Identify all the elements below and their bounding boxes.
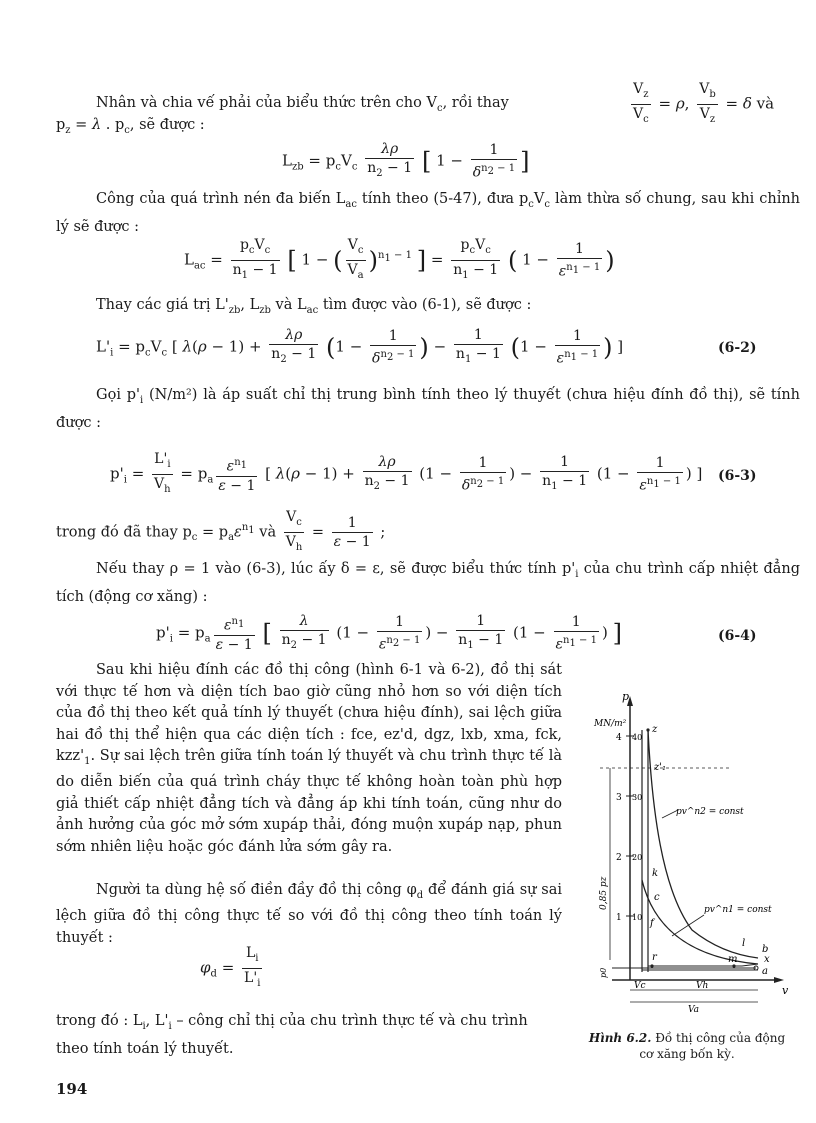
label-z1: z'₁ bbox=[654, 762, 667, 773]
label-m: m bbox=[728, 954, 738, 965]
para-5: trong đó đã thay $p_c = p_a\varepsilon^{n_1}$ và $\frac{V_c}{V_h}$ = $\frac{1}{\varepsilon - 1}$ ; bbox=[56, 509, 386, 553]
label-p0: p0 bbox=[599, 967, 608, 978]
tick-inner-40: 40 bbox=[632, 733, 643, 742]
equation-6-3: $p'_i$ = $\frac{L'_i}{V_h}$ = $p_a$ $\frac{\varepsilon^{n_1}}{\varepsilon - 1}$ [ λ(ρ − 1) + $\frac{\lambda\rho}{n_2 - 1}$ (1 − $\frac{1}{\delta^{n_2 - 1}}$ ) − $\frac{1}{n_1 - 1}$ (1 − $\frac{1}{\varepsilon^{n_1 - 1}}$ ) ] bbox=[110, 451, 703, 495]
para-8: Người ta dùng hệ số điền đầy đồ thị công $\varphi_d$ để đánh giá sự sai lệch giữa đồ thị công thực tế so với đồ thị công theo tính toán lý thuyết : bbox=[56, 882, 563, 946]
label-f: f bbox=[650, 918, 654, 929]
tick-left-2: 2 bbox=[616, 853, 622, 863]
label-l: l bbox=[742, 938, 746, 949]
tick-left-4: 4 bbox=[616, 733, 622, 743]
equation-lac: $L_{ac}$ = $\frac{p_cV_c}{n_1 - 1}$ [ 1 − ( $\frac{V_c}{V_a}$ )$^{n_1 - 1}$ ] = $\frac{p_cV_c}{n_1 - 1}$ ( 1 − $\frac{1}{\varepsilon^{n_1 - 1}}$ ) bbox=[184, 237, 615, 281]
figure-caption-text: Đồ thị công của động cơ xăng bốn kỳ. bbox=[639, 1031, 786, 1061]
tick-left-1: 1 bbox=[616, 913, 622, 923]
tick-left-3: 3 bbox=[616, 793, 622, 803]
label-085pz: 0,85 pz bbox=[599, 876, 609, 910]
label-vh: Vh bbox=[696, 981, 709, 991]
para-6: Nếu thay ρ = 1 vào (6-3), lúc ấy δ = ε, sẽ được biểu thức tính $p'_i$ của chu trình cấp nhiệt đẳng tích (động cơ xăng) : bbox=[56, 561, 800, 605]
para-9: trong đó : $L_i$, $L'_i$ – công chỉ thị của chu trình thực tế và chu trình theo tính toán lý thuyết. bbox=[56, 1013, 528, 1057]
label-k: k bbox=[652, 868, 659, 879]
equation-number-6-2: (6-2) bbox=[718, 340, 757, 356]
label-axis-p: p bbox=[622, 690, 630, 703]
equation-phi-d: $\varphi_d$ = $\frac{L_i}{L'_i}$ bbox=[200, 945, 261, 989]
label-pv1: pv^n1 = const bbox=[704, 905, 772, 915]
figure-caption-label: Hình 6.2. bbox=[588, 1031, 652, 1045]
para-1: Nhân và chia vế phải của biểu thức trên cho $V_c$, rồi thay bbox=[96, 95, 509, 114]
label-axis-v: v bbox=[782, 984, 789, 997]
figure-caption bbox=[582, 1030, 792, 1062]
equation-number-6-4: (6-4) bbox=[718, 628, 757, 644]
label-z: z bbox=[652, 724, 658, 735]
label-x: x bbox=[764, 954, 770, 965]
equation-6-2: $L'_i = p_cV_c$ [ λ(ρ − 1) + $\frac{\lambda\rho}{n_2 - 1}$ (1 − $\frac{1}{\delta^{n_2 - 1}}$ ) − $\frac{1}{n_1 - 1}$ (1 − $\frac{1}{\varepsilon^{n_1 - 1}}$ ) ] bbox=[96, 327, 624, 367]
substitution-fracs: $\frac{V_z}{V_c}$ = ρ, $\frac{V_b}{V_z}$ = δ và bbox=[633, 81, 775, 125]
label-b: b bbox=[762, 944, 769, 955]
tick-inner-20: 20 bbox=[632, 853, 643, 862]
para-7: Sau khi hiệu đính các đồ thị công (hình 6-1 và 6-2), đồ thị sát với thực tế hơn và diện tích bao giờ cũng nhỏ hơn so với diện tích của đồ thị theo kết quả tính lý thuyết (chưa hiệu đính), sai lệch giữa hai đồ thị thể hiện qua các diện tích : fce, ez'd, dgz, lxb, xma, fck, $kzz'_1$. Sự sai lệch trên giữa tính toán lý thuyết và chu trình thực tế là do diễn biến của quá trình cháy thực tế không hoàn toàn phù hợp giả thiết cấp nhiệt đẳng tích và đẳng áp khi tính toán, cũng như do ảnh hưởng của góc mở sớm xupáp thải, đóng muộn xupáp nạp, phun sớm nhiên liệu hoặc góc đánh lửa sớm gây ra. bbox=[56, 662, 562, 855]
para-2: Công của quá trình nén đa biến $L_{ac}$ tính theo (5-47), đưa $p_cV_c$ làm thừa số chung, sau khi chỉnh lý sẽ được : bbox=[56, 191, 801, 235]
label-a: a bbox=[762, 966, 768, 977]
label-pv2: pv^n2 = const bbox=[676, 807, 744, 817]
equation-lzb: $L_{zb} = p_cV_c$ $\frac{\lambda\rho}{n_2 - 1}$ [ 1 − $\frac{1}{\delta^{n_2 - 1}}$ ] bbox=[282, 141, 530, 181]
label-axis-unit: MN/m² bbox=[594, 719, 627, 729]
label-vc: Vc bbox=[634, 981, 646, 991]
pv-diagram-figure bbox=[592, 690, 792, 1020]
equation-number-6-3: (6-3) bbox=[718, 468, 757, 484]
tick-inner-10: 10 bbox=[632, 913, 643, 922]
label-va: Va bbox=[688, 1005, 700, 1015]
tick-inner-30: 30 bbox=[632, 793, 643, 802]
page-number: 194 bbox=[56, 1080, 88, 1098]
para-3: Thay các giá trị $L'_{zb}$, $L_{zb}$ và $L_{ac}$ tìm được vào (6-1), sẽ được : bbox=[96, 297, 532, 316]
label-r: r bbox=[652, 952, 657, 963]
equation-6-4: $p'_i = p_a$ $\frac{\varepsilon^{n_1}}{\varepsilon - 1}$ [ $\frac{\lambda}{n_2 - 1}$ (1 − $\frac{1}{\varepsilon^{n_2 - 1}}$ ) − $\frac{1}{n_1 - 1}$ (1 − $\frac{1}{\varepsilon^{n_1 - 1}}$ ) ] bbox=[156, 613, 622, 653]
para-4: Gọi $p'_i$ (N/m²) là áp suất chỉ thị trung bình tính theo lý thuyết (chưa hiệu đính đồ thị), sẽ tính được : bbox=[56, 387, 800, 431]
label-c: c bbox=[654, 892, 660, 903]
para-1-line2: $p_z = \lambda$ . $p_c$, sẽ được : bbox=[56, 117, 205, 136]
